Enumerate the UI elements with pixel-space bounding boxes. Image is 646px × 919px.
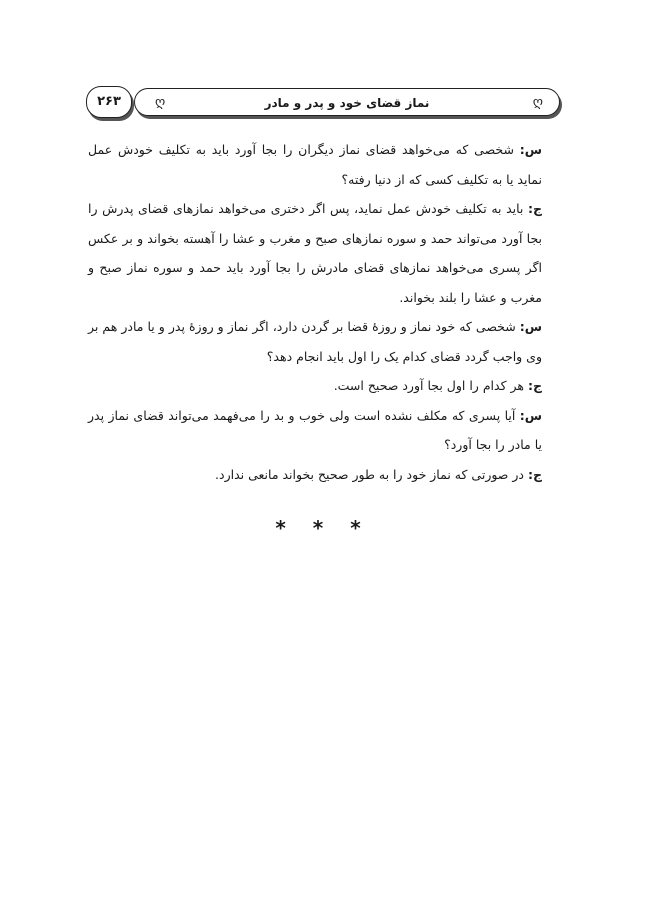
- answer-paragraph: [88, 194, 556, 312]
- answer-paragraph: [88, 460, 556, 490]
- page-number: ۲۶۳: [86, 86, 132, 118]
- answer-text: باید به تکلیف خودش عمل نماید، پس اگر دختری می‌خواهد نمازهای قضای پدرش را بجا آورد می‌تواند حمد و سوره نمازهای صبح و مغرب و عشا را آهسته بخواند و بر عکس اگر پسری می‌خواهد نمازهای قضای مادرش را بجا آورد باید حمد و سوره نماز صبح و مغرب و عشا را بلند بخواند.: [88, 201, 542, 305]
- question-text: آیا پسری که مکلف نشده است ولی خوب و بد را می‌فهمد می‌تواند قضای نماز پدر یا مادر را بجا آورد؟: [88, 407, 542, 452]
- answer-label: ج:: [527, 466, 542, 482]
- answer-text: هر کدام را اول بجا آورد صحیح است.: [333, 378, 528, 393]
- question-label: س:: [519, 407, 542, 423]
- running-header: [86, 86, 562, 120]
- question-label: س:: [519, 319, 542, 334]
- section-separator: * * *: [275, 516, 371, 540]
- header-title: نماز قضای خود و پدر و مادر: [264, 96, 430, 110]
- answer-label: ج:: [527, 378, 542, 393]
- question-text: شخصی که خود نماز و روزهٔ قضا بر گردن دارد، اگر نماز و روزهٔ پدر و یا مادر هم بر وی واجب گردد قضای کدام یک را اول باید انجام دهد؟: [88, 319, 542, 364]
- header-title-frame: [134, 88, 560, 116]
- question-text: شخصی که می‌خواهد قضای نماز دیگران را بجا آورد باید به تکلیف خودش عمل نماید یا به تکلیف کسی که از دنیا رفته؟: [88, 142, 542, 187]
- question-label: س:: [519, 142, 542, 157]
- ornament-icon: ღ: [532, 95, 543, 110]
- answer-label: ج:: [527, 201, 542, 216]
- answer-paragraph: [88, 371, 556, 401]
- ornament-icon: ღ: [155, 95, 166, 110]
- page-body: [88, 135, 556, 489]
- question-paragraph: [88, 401, 556, 460]
- question-paragraph: [88, 312, 556, 371]
- question-paragraph: [88, 135, 556, 194]
- answer-text: در صورتی که نماز خود را به طور صحیح بخواند مانعی ندارد.: [215, 466, 528, 482]
